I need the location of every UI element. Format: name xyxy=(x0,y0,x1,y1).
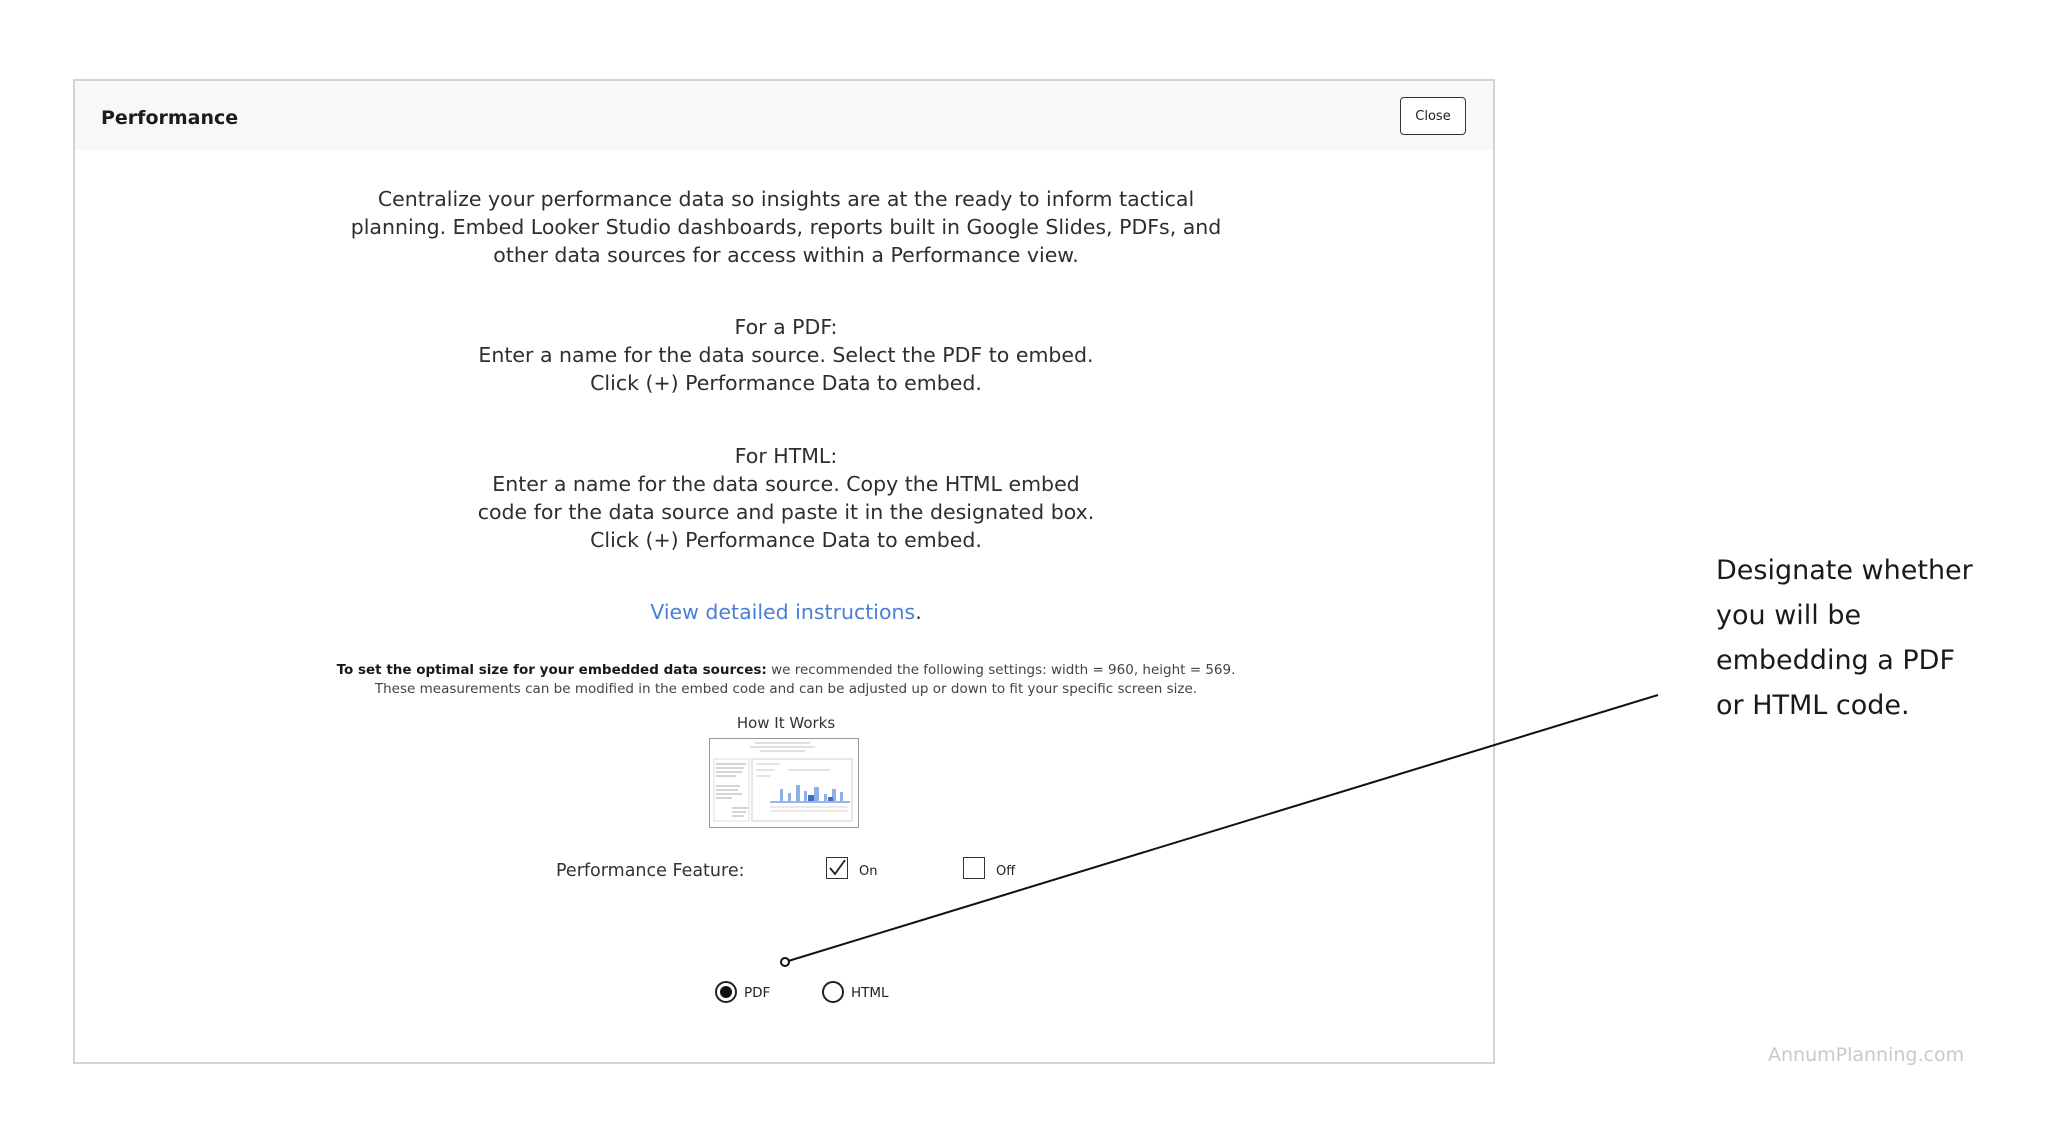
annotation-callout xyxy=(1716,548,2016,728)
view-instructions-link[interactable]: View detailed instructions xyxy=(650,600,916,624)
feature-on-label: On xyxy=(859,864,878,879)
pdf-line: Enter a name for the data source. Select the PDF to embed. xyxy=(478,343,1094,367)
performance-feature-label: Performance Feature: xyxy=(556,861,745,881)
watermark: AnnumPlanning.com xyxy=(1768,1044,1965,1066)
pdf-heading: For a PDF: xyxy=(734,315,838,339)
size-note-bold: To set the optimal size for your embedded data sources: xyxy=(336,662,767,678)
annotation-line: or HTML code. xyxy=(1716,690,1910,721)
how-it-works-label: How It Works xyxy=(736,714,836,732)
html-line: code for the data source and paste it in the designated box. xyxy=(477,500,1095,524)
html-heading: For HTML: xyxy=(734,444,838,468)
source-type-pdf-label: PDF xyxy=(744,985,771,1001)
intro-line: planning. Embed Looker Studio dashboards, reports built in Google Slides, PDFs, and xyxy=(350,215,1222,239)
html-line: Click (+) Performance Data to embed. xyxy=(590,528,982,552)
annotation-line: you will be xyxy=(1716,600,1862,631)
annotation-line: embedding a PDF xyxy=(1716,645,1956,676)
annotation-pointer-line xyxy=(785,695,1658,962)
feature-off-label: Off xyxy=(996,864,1016,879)
intro-line: Centralize your performance data so insights are at the ready to inform tactical xyxy=(377,187,1195,211)
size-note-line2: These measurements can be modified in the embed code and can be adjusted up or down to fit your specific screen size. xyxy=(374,681,1198,697)
size-note-rest: we recommended the following settings: width = 960, height = 569. xyxy=(766,662,1236,678)
pdf-line: Click (+) Performance Data to embed. xyxy=(590,371,982,395)
modal-title: Performance xyxy=(101,107,239,129)
close-button[interactable]: Close xyxy=(1400,97,1466,135)
html-line: Enter a name for the data source. Copy the HTML embed xyxy=(492,472,1080,496)
annotation-line: Designate whether xyxy=(1716,555,1973,586)
instructions-suffix: . xyxy=(915,600,922,624)
annotation-pointer-dot-icon xyxy=(781,958,789,966)
source-type-html-label: HTML xyxy=(851,985,889,1001)
intro-line: other data sources for access within a Performance view. xyxy=(493,243,1079,267)
